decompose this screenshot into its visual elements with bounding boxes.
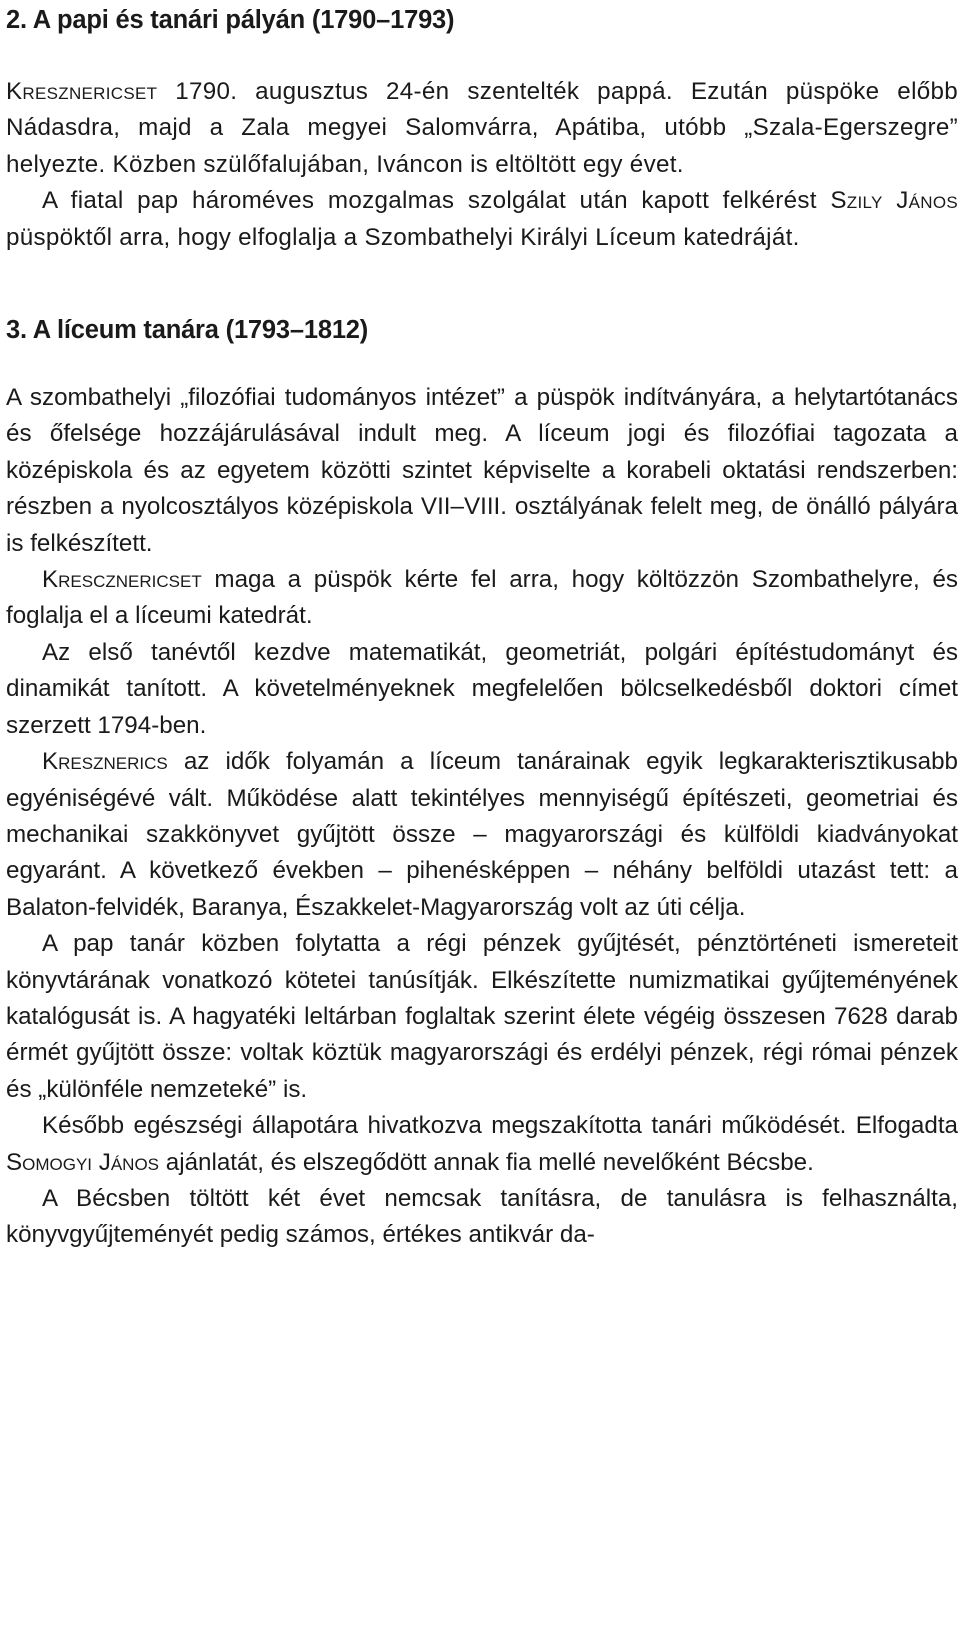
section-heading: 2. A papi és tanári pályán (1790–1793) — [6, 6, 455, 34]
paragraph-text: A fiatal pap hároméves mozgalmas szolgálat után kapott felkérést — [42, 187, 831, 215]
paragraph-text: ajánlatát, és elszegődött annak fia mellé nevelőként Bécsbe. — [159, 1148, 814, 1176]
paragraph-text: püspöktől arra, hogy elfoglalja a Szombathelyi Királyi Líceum katedráját. — [6, 223, 800, 251]
spacer — [6, 256, 958, 312]
paragraph-text: maga a püspök kérte fel arra, hogy költözzön Szombathelyre, és foglalja el a líceumi katedrát. — [6, 566, 958, 630]
paragraph — [6, 183, 958, 256]
person-name: Kresznerics — [42, 748, 168, 776]
paragraph: A szombathelyi „filozófiai tudományos intézet” a püspök indítványára, a helytartótanács és őfelsége hozzájárulásával indult meg. A líceum jogi és filozófiai tagozata a középiskola és az egyetem közötti szintet képviselte a korabeli oktatási rendszerben: részben a nyolcosztályos középiskola VII–VIII. osztályának felelt meg, de önálló pályára is felkészített. — [6, 384, 958, 557]
paragraph — [6, 74, 958, 183]
document-page — [6, 0, 958, 1254]
section-liceum-tanara — [6, 312, 958, 1254]
paragraph-text: az idők folyamán a líceum tanárainak egyik legkarakterisztikusabb egyéniségévé vált. Működése alatt tekintélyes mennyiségű építészeti, geometriai és mechanikai szakkönyvet gyűjtött össze – magyarországi és külföldi kiadványokat egyaránt. A következő években – pihenésképpen – néhány belföldi utazást tett: a Balaton-felvidék, Baranya, Északkelet-Magyarország volt az úti célja. — [6, 748, 958, 921]
person-name: Kresznericset — [6, 78, 158, 105]
section-papi-tanari — [6, 2, 958, 256]
spacer — [6, 348, 958, 380]
paragraph-text: Később egészségi állapotára hivatkozva megszakította tanári működését. Elfogadta — [42, 1112, 958, 1140]
spacer — [6, 38, 958, 74]
person-name: Krescznericset — [42, 566, 202, 594]
person-name: Szily János — [830, 187, 958, 215]
paragraph — [6, 744, 958, 926]
section-heading: 3. A líceum tanára (1793–1812) — [6, 316, 369, 345]
paragraph: A pap tanár közben folytatta a régi pénzek gyűjtését, pénztörténeti ismereteit könyvtárának vonatkozó kötetei tanúsítják. Elkészítette numizmatikai gyűjteményének katalógusát is. A hagyatéki leltárban foglaltak szerint élete végéig összesen 7628 darab érmét gyűjtött össze: voltak köztük magyarországi és erdélyi pénzek, régi római pénzek és „különféle nemzeteké” is. — [6, 930, 958, 1103]
paragraph-text: 1790. augusztus 24-én szentelték pappá. Ezután püspöke előbb Nádasdra, majd a Zala megyei Salomvárra, Apátiba, utóbb „Szala-Egerszegre” helyezte. Közben szülőfalujában, Iváncon is eltöltött egy évet. — [6, 78, 958, 178]
paragraph — [6, 1108, 958, 1181]
paragraph — [6, 562, 958, 635]
paragraph: A Bécsben töltött két évet nemcsak tanításra, de tanulásra is felhasználta, könyvgyűjteményét pedig számos, értékes antikvár da- — [6, 1184, 958, 1249]
person-name: Somogyi János — [6, 1148, 160, 1176]
paragraph: Az első tanévtől kezdve matematikát, geometriát, polgári építéstudományt és dinamikát tanított. A követelményeknek megfelelően bölcselkedésből doktori címet szerzett 1794-ben. — [6, 638, 958, 739]
